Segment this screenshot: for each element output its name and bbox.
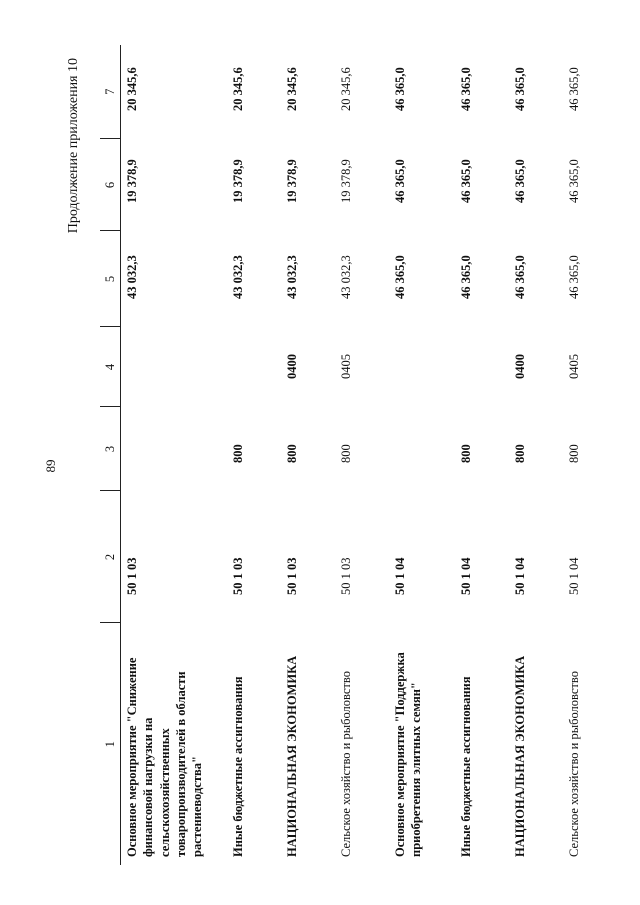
column-header: 3 bbox=[100, 407, 121, 491]
amount-col5: 43 032,3 bbox=[339, 255, 353, 299]
amount-col7: 20 345,6 bbox=[231, 67, 245, 111]
table-row bbox=[455, 45, 509, 865]
row-name: Сельское хозяйство и рыболовство bbox=[567, 671, 581, 857]
section-code bbox=[455, 327, 509, 407]
target-code: 50 1 04 bbox=[459, 557, 473, 595]
expense-type: 800 bbox=[339, 444, 353, 463]
table-row bbox=[335, 45, 389, 865]
amount-col5: 43 032,3 bbox=[125, 255, 139, 299]
row-name: Основное мероприятие "Снижение финансовой нагрузки на сельскохозяйственных товаропроизводителей в области растениеводства" bbox=[125, 657, 204, 857]
section-code: 0405 bbox=[339, 354, 353, 379]
expense-type: 800 bbox=[513, 444, 527, 463]
target-code: 50 1 04 bbox=[393, 557, 407, 595]
amount-col5: 46 365,0 bbox=[513, 255, 527, 299]
amount-col6: 46 365,0 bbox=[459, 159, 473, 203]
amount-col7: 20 345,6 bbox=[339, 67, 353, 111]
amount-col7: 20 345,6 bbox=[285, 67, 299, 111]
column-header: 6 bbox=[100, 139, 121, 231]
amount-col5: 46 365,0 bbox=[393, 255, 407, 299]
amount-col5: 43 032,3 bbox=[231, 255, 245, 299]
row-name: Иные бюджетные ассигнования bbox=[231, 676, 245, 857]
expense-type: 800 bbox=[567, 444, 581, 463]
amount-col5: 46 365,0 bbox=[459, 255, 473, 299]
target-code: 50 1 04 bbox=[567, 557, 581, 595]
row-name: НАЦИОНАЛЬНАЯ ЭКОНОМИКА bbox=[513, 655, 527, 857]
amount-col7: 46 365,0 bbox=[393, 67, 407, 111]
amount-col5: 43 032,3 bbox=[285, 255, 299, 299]
page-number: 89 bbox=[43, 459, 58, 473]
table-row bbox=[563, 45, 609, 865]
amount-col7: 46 365,0 bbox=[459, 67, 473, 111]
row-name: НАЦИОНАЛЬНАЯ ЭКОНОМИКА bbox=[285, 655, 299, 857]
amount-col6: 19 378,9 bbox=[339, 159, 353, 203]
amount-col5: 46 365,0 bbox=[567, 255, 581, 299]
expense-type bbox=[121, 407, 228, 491]
section-code: 0405 bbox=[567, 354, 581, 379]
column-number-row bbox=[100, 45, 121, 865]
target-code: 50 1 03 bbox=[125, 557, 139, 595]
row-name: Сельское хозяйство и рыболовство bbox=[339, 671, 353, 857]
section-code bbox=[121, 327, 228, 407]
column-header: 4 bbox=[100, 327, 121, 407]
target-code: 50 1 03 bbox=[339, 557, 353, 595]
table-row bbox=[227, 45, 281, 865]
amount-col7: 46 365,0 bbox=[567, 67, 581, 111]
target-code: 50 1 04 bbox=[513, 557, 527, 595]
target-code: 50 1 03 bbox=[285, 557, 299, 595]
amount-col6: 19 378,9 bbox=[285, 159, 299, 203]
appendix-heading: Продолжение приложения 10 bbox=[66, 58, 81, 234]
amount-col6: 46 365,0 bbox=[513, 159, 527, 203]
row-name: Основное мероприятие "Поддержка приобретения элитных семян" bbox=[393, 652, 424, 857]
column-header: 5 bbox=[100, 231, 121, 327]
table-row bbox=[389, 45, 455, 865]
target-code: 50 1 03 bbox=[231, 557, 245, 595]
section-code: 0400 bbox=[285, 354, 299, 379]
table-row bbox=[509, 45, 563, 865]
amount-col6: 46 365,0 bbox=[567, 159, 581, 203]
column-header: 2 bbox=[100, 491, 121, 623]
row-name: Иные бюджетные ассигнования bbox=[459, 676, 473, 857]
section-code: 0400 bbox=[513, 354, 527, 379]
column-header: 1 bbox=[100, 623, 121, 865]
expense-type bbox=[389, 407, 455, 491]
expense-type: 800 bbox=[285, 444, 299, 463]
budget-table bbox=[100, 45, 609, 865]
column-header: 7 bbox=[100, 45, 121, 139]
table-row bbox=[281, 45, 335, 865]
amount-col7: 46 365,0 bbox=[513, 67, 527, 111]
section-code bbox=[227, 327, 281, 407]
expense-type: 800 bbox=[231, 444, 245, 463]
expense-type: 800 bbox=[459, 444, 473, 463]
section-code bbox=[389, 327, 455, 407]
amount-col7: 20 345,6 bbox=[125, 67, 139, 111]
amount-col6: 19 378,9 bbox=[125, 159, 139, 203]
amount-col6: 19 378,9 bbox=[231, 159, 245, 203]
amount-col6: 46 365,0 bbox=[393, 159, 407, 203]
table-row bbox=[121, 45, 228, 865]
